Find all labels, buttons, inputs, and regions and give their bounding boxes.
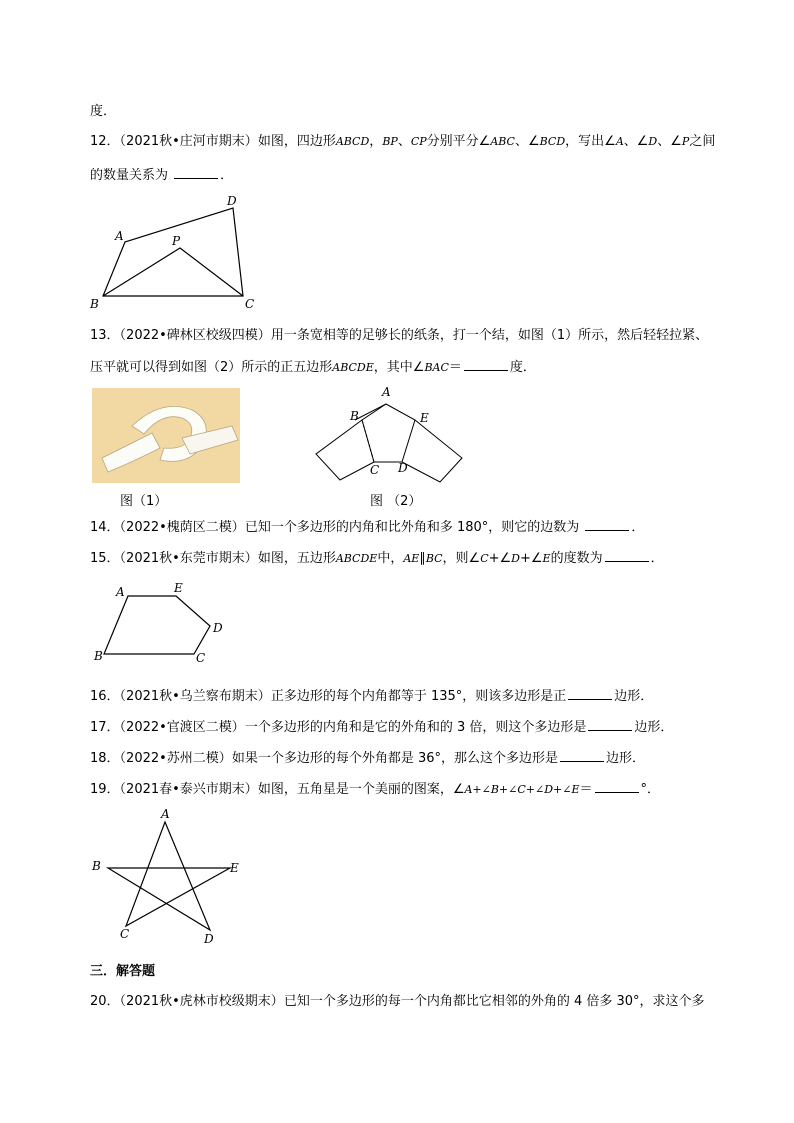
diagonal-bc-dashed <box>362 420 374 462</box>
q16-number: 16． <box>90 689 120 704</box>
pentagon-figure <box>310 382 470 492</box>
q14-source: （2022•槐荫区二模） <box>119 520 245 535</box>
q18-text: 边形． <box>606 751 646 766</box>
q15-text: ，则∠ <box>442 551 481 566</box>
question-19 <box>90 778 660 800</box>
q13-line2 <box>90 356 536 378</box>
answer-blank[interactable] <box>595 778 639 793</box>
q15-text: 中， <box>377 551 404 566</box>
five-pointed-star <box>108 822 230 930</box>
pentagon-abcde <box>104 596 210 654</box>
caption-fig2: 图 （2） <box>370 494 422 509</box>
q12-figure <box>85 190 265 315</box>
q15-text: 如图，五边形 <box>257 551 336 566</box>
q12-line2-text: 的数量关系为 <box>90 168 169 183</box>
answer-blank[interactable] <box>464 356 508 371</box>
label-c: C <box>245 297 255 311</box>
q13-text: ，其中∠ <box>373 360 425 375</box>
label-c: C <box>120 927 130 941</box>
q19-text: 如图，五角星是一个美丽的图案，∠ <box>257 782 465 797</box>
q12-shape: ABCD <box>335 135 370 148</box>
q15-c: C <box>480 552 489 565</box>
q11-tail: 度． <box>90 104 117 119</box>
label-p: P <box>172 234 181 248</box>
q15-figure <box>88 578 238 668</box>
q12-text: 如图，四边形 <box>257 134 336 149</box>
answer-blank[interactable] <box>568 685 612 700</box>
q13-text: ＝ <box>448 360 462 375</box>
q12-bp: BP <box>382 135 398 148</box>
label-e: E <box>230 861 239 875</box>
q13-text: 用一条宽相等的足够长的纸条，打一个结，如图（1）所示，然后轻轻拉紧、 <box>270 328 709 343</box>
label-b: B <box>92 859 101 873</box>
q20-number: 20． <box>90 994 120 1009</box>
q15-end: ． <box>650 551 664 566</box>
q12-text: 分别平分∠ <box>426 134 491 149</box>
q19-source: （2021春•泰兴市期末） <box>119 782 258 797</box>
q12-a: A <box>615 135 624 148</box>
q17-text: 一个多边形的内角和是它的外角和的 3 倍，则这个多边形是 <box>244 720 587 735</box>
q15-d: D <box>511 552 520 565</box>
q15-text: 的度数为 <box>550 551 603 566</box>
q15-e: E <box>542 552 551 565</box>
q12-bcd: BCD <box>539 135 566 148</box>
q17-number: 17． <box>90 720 120 735</box>
question-16 <box>90 685 653 707</box>
answer-blank[interactable] <box>560 747 604 762</box>
q15-source: （2021秋•东莞市期末） <box>119 551 258 566</box>
label-e: E <box>174 581 183 595</box>
q12-text: ， <box>369 134 383 149</box>
q20-source: （2021秋•虎林市校级期末） <box>119 994 284 1009</box>
q12-cp: CP <box>410 135 427 148</box>
q15-text: +∠ <box>520 551 543 566</box>
q12-end: ． <box>220 168 234 183</box>
label-a: A <box>161 808 170 821</box>
q15-shape: ABCDE <box>335 552 378 565</box>
q16-source: （2021秋•乌兰察布期末） <box>119 689 271 704</box>
q18-text: 如果一个多边形的每个外角都是 36°，那么这个多边形是 <box>231 751 558 766</box>
section-heading: 三．解答题 <box>90 964 156 979</box>
question-20 <box>90 992 705 1012</box>
strip-right-outline <box>402 420 462 482</box>
label-e: E <box>420 411 429 425</box>
q12-text: 、∠ <box>514 134 540 149</box>
q19-expression: A+∠B+∠C+∠D+∠E <box>464 783 580 796</box>
label-c: C <box>370 463 380 477</box>
q13-number: 13． <box>90 328 120 343</box>
q12-text: 、∠ <box>623 134 649 149</box>
q12-source: （2021秋•庄河市期末） <box>119 134 258 149</box>
label-a: A <box>382 385 391 399</box>
strip-left-outline <box>316 420 374 480</box>
question-17 <box>90 716 673 738</box>
question-14 <box>90 516 644 538</box>
label-b: B <box>90 297 99 311</box>
q14-number: 14． <box>90 520 120 535</box>
q17-source: （2022•官渡区二模） <box>119 720 245 735</box>
answer-blank[interactable] <box>174 164 218 179</box>
q12-text: 、 <box>397 134 411 149</box>
q19-number: 19． <box>90 782 120 797</box>
q13-text: 压平就可以得到如图（2）所示的正五边形 <box>90 360 333 375</box>
q12-text: ，写出∠ <box>565 134 616 149</box>
bisectors-bp-cp <box>103 248 243 296</box>
q15-parallel: ∥ <box>419 551 426 566</box>
label-d: D <box>398 461 408 475</box>
q12-text: 、∠ <box>657 134 682 149</box>
q15-bc: BC <box>425 552 443 565</box>
q18-source: （2022•苏州二模） <box>119 751 232 766</box>
q15-text: +∠ <box>488 551 512 566</box>
label-a: A <box>115 229 124 243</box>
q12-text: 之间 <box>689 134 716 149</box>
answer-blank[interactable] <box>605 547 649 562</box>
caption-fig1: 图（1） <box>120 494 168 509</box>
q14-end: ． <box>631 520 645 535</box>
label-c: C <box>196 651 206 665</box>
q16-text: 正多边形的每个内角都等于 135°，则该多边形是正 <box>270 689 567 704</box>
q19-end: °． <box>640 782 661 797</box>
label-b: B <box>94 649 103 663</box>
star-figure <box>88 808 248 948</box>
answer-blank[interactable] <box>585 516 629 531</box>
q12-abc: ABC <box>490 135 515 148</box>
q15-number: 15． <box>90 551 120 566</box>
q16-text: 边形． <box>614 689 654 704</box>
q17-text: 边形． <box>634 720 674 735</box>
q12-number: 12． <box>90 134 120 149</box>
q18-number: 18． <box>90 751 120 766</box>
q15-ae: AE <box>403 552 420 565</box>
question-18 <box>90 747 645 769</box>
question-15 <box>90 547 664 569</box>
q13-source: （2022•碑林区校级四模） <box>119 328 271 343</box>
q13-text: 度． <box>509 360 536 375</box>
q12-d: D <box>648 135 658 148</box>
strip-fold <box>355 404 386 420</box>
label-d: D <box>227 194 237 208</box>
answer-blank[interactable] <box>588 716 632 731</box>
label-d: D <box>213 621 223 635</box>
q20-text: 已知一个多边形的每一个内角都比它相邻的外角的 4 倍多 30°，求这个多 <box>283 994 705 1009</box>
knot-photo <box>92 388 240 483</box>
q12-p: P <box>681 135 690 148</box>
question-12 <box>90 132 715 152</box>
question-13 <box>90 326 708 346</box>
q13-shape: ABCDE <box>332 361 374 374</box>
q19-text: ＝ <box>579 782 593 797</box>
q12-line2 <box>90 164 233 186</box>
label-a: A <box>116 585 125 599</box>
q14-text: 已知一个多边形的内角和比外角和多 180°，则它的边数为 <box>244 520 580 535</box>
q13-bac: BAC <box>424 361 449 374</box>
label-d: D <box>204 932 214 946</box>
label-b: B <box>350 409 359 423</box>
